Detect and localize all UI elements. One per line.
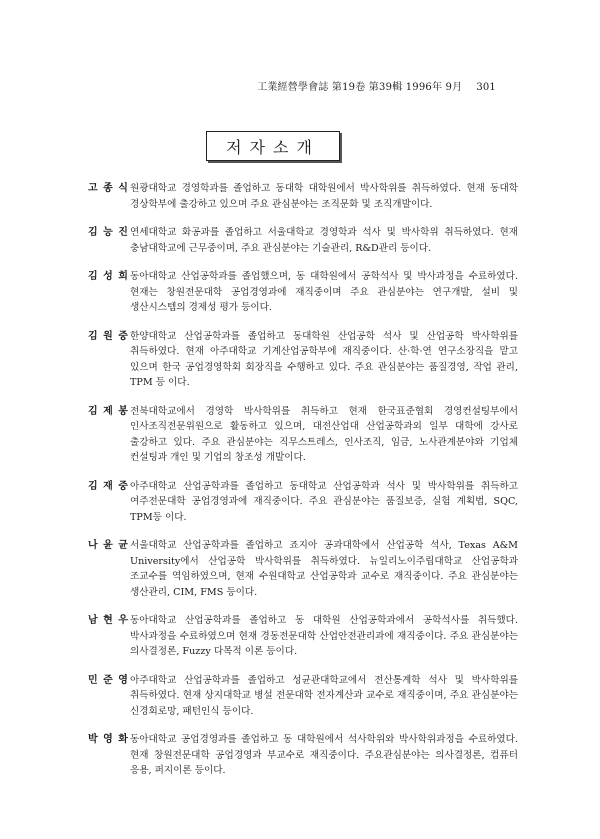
author-bio-entry bbox=[88, 673, 518, 720]
author-bio-text: 아주대학교 산업공학과를 졸업하고 동대학교 산업공학과 석사 및 박사학위를 취득하고 여주전문대학 공업경영과에 재직중이다. 주요 관심분야는 품질보증, 실험 계획법, SQC, TPM등 이다. bbox=[130, 480, 518, 523]
author-bio-entry bbox=[88, 404, 518, 466]
author-bio-text: 연세대학교 화공과를 졸업하고 서울대학교 경영학과 석사 및 박사학위 취득하였다. 현재 충남대학교에 근무중이며, 주요 관심분야는 기술관리, R&D관리 등이다. bbox=[130, 227, 518, 254]
author-bio-entry bbox=[88, 613, 518, 660]
author-bio-text: 아주대학교 산업공학과를 졸업하고 성균관대학교에서 전산통계학 석사 및 박사학위를 취득하였다. 현재 상지대학교 병설 전문대학 전자계산과 교수로 재직중이며, 주요 관심분야는 신경회로망, 패턴인식 등이다. bbox=[130, 674, 518, 717]
author-name: 김 재 중 bbox=[88, 480, 129, 492]
author-bio-entry bbox=[88, 732, 518, 779]
author-name: 고 종 식 bbox=[88, 183, 129, 194]
author-bio-text: 전북대학교에서 경영학 박사학위를 취득하고 현재 한국표준협회 경영컨설팅부에서 인사조직전문위원으로 활동하고 있으며, 대전산업대 산업공학과외 일부 대학에 강사로 출강하고 있다. 주요 관심분야는 직무스트레스, 인사조직, 임금, 노사관계분야와 기업체 컨설팅과 개인 및 기업의 창조성 개발이다. bbox=[130, 405, 518, 463]
author-bio-entry bbox=[88, 225, 518, 256]
author-name: 나 윤 균 bbox=[88, 540, 129, 551]
author-name: 민 준 영 bbox=[88, 674, 129, 686]
author-bio-text: 동아대학교 공업경영과를 졸업하고 동 대학원에서 석사학위와 박사학위과정을 수료하였다. 현재 창원전문대학 공업경영과 부교수로 재직중이다. 주요관심분야는 의사결정론, 컴퓨터 응용, 퍼지이론 등이다. bbox=[130, 734, 518, 776]
page-number: 301 bbox=[476, 82, 496, 93]
section-title-box bbox=[206, 131, 340, 161]
author-bio-text: 한양대학교 산업공학과를 졸업하고 동대학원 산업공학 석사 및 산업공학 박사학위를 취득하였다. 현재 아주대학교 기계산업공학부에 재직중이다. 산·학·연 연구소장직을 맡고 있으며 한국 공업경영학회 회장직을 수행하고 있다. 주요 관심분야는 품질경영, 작업 관리, TPM 등 이다. bbox=[130, 330, 518, 388]
section-title: 저자소개 bbox=[226, 137, 320, 157]
author-name: 김 제 봉 bbox=[88, 405, 129, 417]
author-name: 김 원 중 bbox=[88, 330, 129, 342]
journal-citation: 工業經營學會誌 第19卷 第39輯 1996年 9月 bbox=[257, 82, 463, 93]
running-header bbox=[257, 78, 496, 93]
author-name: 박 영 화 bbox=[88, 734, 129, 745]
author-bio-text: 동아대학교 산업공학과를 졸업하고 동 대학원 산업공학과에서 공학석사를 취득했다. 박사과정을 수료하였으며 현재 경동전문대학 산업안전관리과에 재직중이다. 주요 관심분야는 의사결정론, Fuzzy 다목적 이론 등이다. bbox=[130, 615, 518, 657]
author-bio-entry bbox=[88, 181, 518, 212]
author-bio-text: 원광대학교 경영학과를 졸업하고 동대학 대학원에서 박사학위를 취득하였다. 현재 동대학 경상학부에 출강하고 있으며 주요 관심분야는 조직문화 및 조직개발이다. bbox=[130, 183, 518, 210]
author-bio-entry bbox=[88, 269, 518, 316]
author-name: 김 성 희 bbox=[88, 271, 129, 282]
author-name: 김 능 진 bbox=[88, 227, 129, 238]
author-bio-text: 동아대학교 산업공학과를 졸업했으며, 동 대학원에서 공학석사 및 박사과정을 수료하였다. 현재는 창원전문대학 공업경영과에 재직중이며 주요 관심분야는 연구개발, 설비 및 생산시스템의 경제성 평가 등이다. bbox=[130, 271, 518, 313]
author-bio-entry bbox=[88, 479, 518, 526]
author-bio-text: 서울대학교 산업공학과를 졸업하고 죠지아 공과대학에서 산업공학 석사, Texas A&M University에서 산업공학 박사학위를 취득하였다. 뉴일리노이주립대학교 산업공학과 조교수를 역임하였으며, 현재 수원대학교 산업공학과 교수로 재직중이다. 주요 관심분야는 생산관리, CIM, FMS 등이다. bbox=[130, 540, 518, 598]
author-bio-entry bbox=[88, 538, 518, 600]
author-bio-list bbox=[88, 181, 518, 792]
author-name: 남 현 우 bbox=[88, 615, 129, 626]
author-bio-entry bbox=[88, 329, 518, 391]
